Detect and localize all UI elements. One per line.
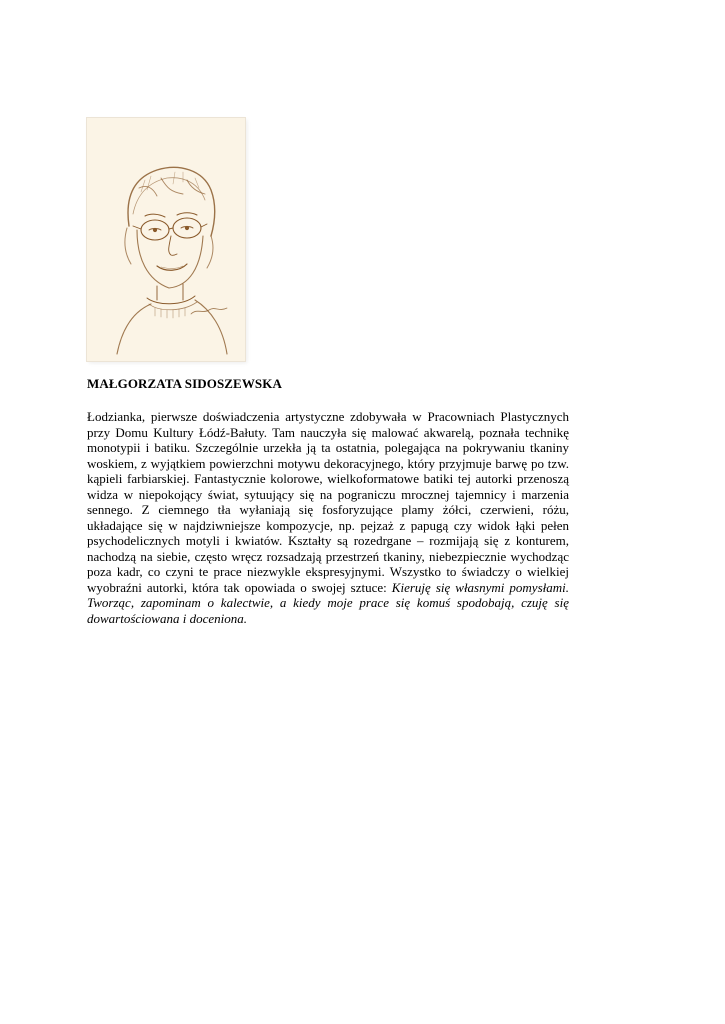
- portrait-image: [87, 118, 245, 361]
- bio-text: Łodzianka, pierwsze doświadczenia artystyczne zdobywała w Pracowniach Plastycznych przy Domu Kultury Łódź-Bałuty. Tam nauczyła się malować akwarelą, poznała technikę monotypii i batiku. Szczególnie urzekła ją ta ostatnia, polegająca na pokrywaniu tkaniny woskiem, z wyjątkiem powierzchni motywu dekoracyjnego, który przyjmuje barwę po tzw. kąpieli farbiarskiej. Fantastycznie kolorowe, wielkoformatowe batiki tej autorki przenoszą widza w niepokojący świat, sytuujący się na pograniczu mrocznej tajemnicy i marzenia sennego. Z ciemnego tła wyłaniają się fosforyzujące plamy żółci, czerwieni, różu, układające się w najdziwniejsze kompozycje, np. pejzaż z papugą czy widok łąki pełen psychodelicznych motyli i kwiatów. Kształty są rozedrgane – rozmijają się z konturem, nachodzą na siebie, często wręcz rozsadzają przestrzeń tkaniny, niebezpiecznie wychodząc poza kadr, co czyni te prace niezwykle ekspresyjnymi. Wszystko to świadczy o wielkiej wyobraźni autorki, która tak opowiada o swojej sztuce:: [87, 409, 569, 595]
- bio-quote: Kieruję się własnymi pomysłami. Tworząc, zapominam o kalectwie, a kiedy moje prace się komuś spodobają, czuję się dowartościowana i doceniona.: [87, 579, 569, 626]
- author-bio: [87, 409, 569, 626]
- author-name-heading: MAŁGORZATA SIDOSZEWSKA: [87, 376, 282, 391]
- portrait-sketch: [87, 118, 245, 361]
- bio-paragraph: [87, 409, 569, 626]
